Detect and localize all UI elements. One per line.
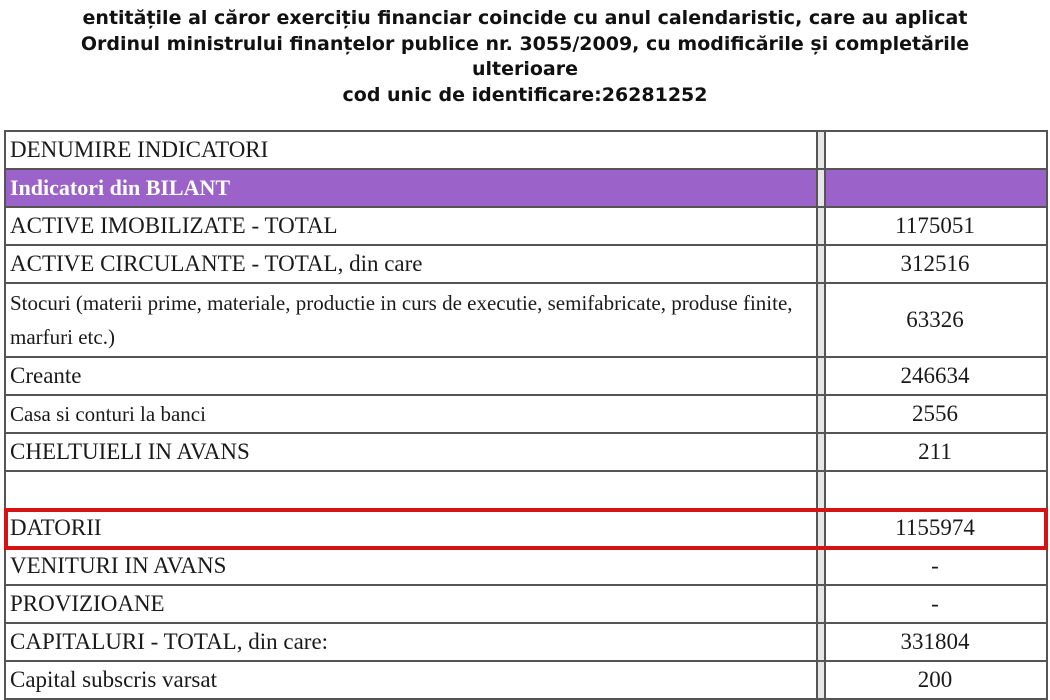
row-label: VENITURI IN AVANS xyxy=(6,548,818,584)
indicators-table xyxy=(4,130,1048,700)
column-header-value xyxy=(824,132,1046,168)
row-value: 2556 xyxy=(824,396,1046,432)
row-value: 246634 xyxy=(824,358,1046,394)
table-row xyxy=(6,396,1046,434)
header-line-1: entitățile al căror exercițiu financiar coincide cu anul calendaristic, care au aplicat xyxy=(82,7,968,29)
empty-row xyxy=(6,472,1046,510)
row-label: Capital subscris varsat xyxy=(6,662,818,698)
row-value: 211 xyxy=(824,434,1046,470)
row-value: 1155974 xyxy=(824,510,1046,546)
table-row xyxy=(6,358,1046,396)
highlighted-row-datorii xyxy=(6,510,1046,548)
row-value: 200 xyxy=(824,662,1046,698)
column-header-indicators: DENUMIRE INDICATORI xyxy=(6,132,818,168)
table-row xyxy=(6,434,1046,472)
row-value: 63326 xyxy=(824,284,1046,356)
row-label: CHELTUIELI IN AVANS xyxy=(6,434,818,470)
section-value xyxy=(824,170,1046,206)
row-value: 331804 xyxy=(824,624,1046,660)
row-label: ACTIVE IMOBILIZATE - TOTAL xyxy=(6,208,818,244)
section-label: Indicatori din BILANT xyxy=(6,170,818,206)
row-label xyxy=(6,472,818,508)
header-line-2: Ordinul ministrului finanțelor publice nr. 3055/2009, cu modificările și completările xyxy=(80,33,970,55)
row-label: ACTIVE CIRCULANTE - TOTAL, din care xyxy=(6,246,818,282)
row-label: Casa si conturi la banci xyxy=(6,396,818,432)
company-id: cod unic de identificare:26281252 xyxy=(342,84,708,106)
table-row xyxy=(6,662,1046,698)
table-header-row xyxy=(6,132,1046,170)
table-row xyxy=(6,284,1046,358)
row-label: PROVIZIOANE xyxy=(6,586,818,622)
table-row xyxy=(6,624,1046,662)
table-row xyxy=(6,586,1046,624)
header-line-3: ulterioare xyxy=(471,58,579,80)
row-label: CAPITALURI - TOTAL, din care: xyxy=(6,624,818,660)
row-value: 1175051 xyxy=(824,208,1046,244)
row-value: - xyxy=(824,548,1046,584)
row-label: Creante xyxy=(6,358,818,394)
row-value xyxy=(824,472,1046,508)
row-value: 312516 xyxy=(824,246,1046,282)
table-row xyxy=(6,246,1046,284)
table-row xyxy=(6,208,1046,246)
row-label: DATORII xyxy=(6,510,818,546)
row-label: Stocuri (materii prime, materiale, productie in curs de executie, semifabricate, produse finite, marfuri etc.) xyxy=(6,284,818,356)
section-row-bilant xyxy=(6,170,1046,208)
row-value: - xyxy=(824,586,1046,622)
table-row xyxy=(6,548,1046,586)
